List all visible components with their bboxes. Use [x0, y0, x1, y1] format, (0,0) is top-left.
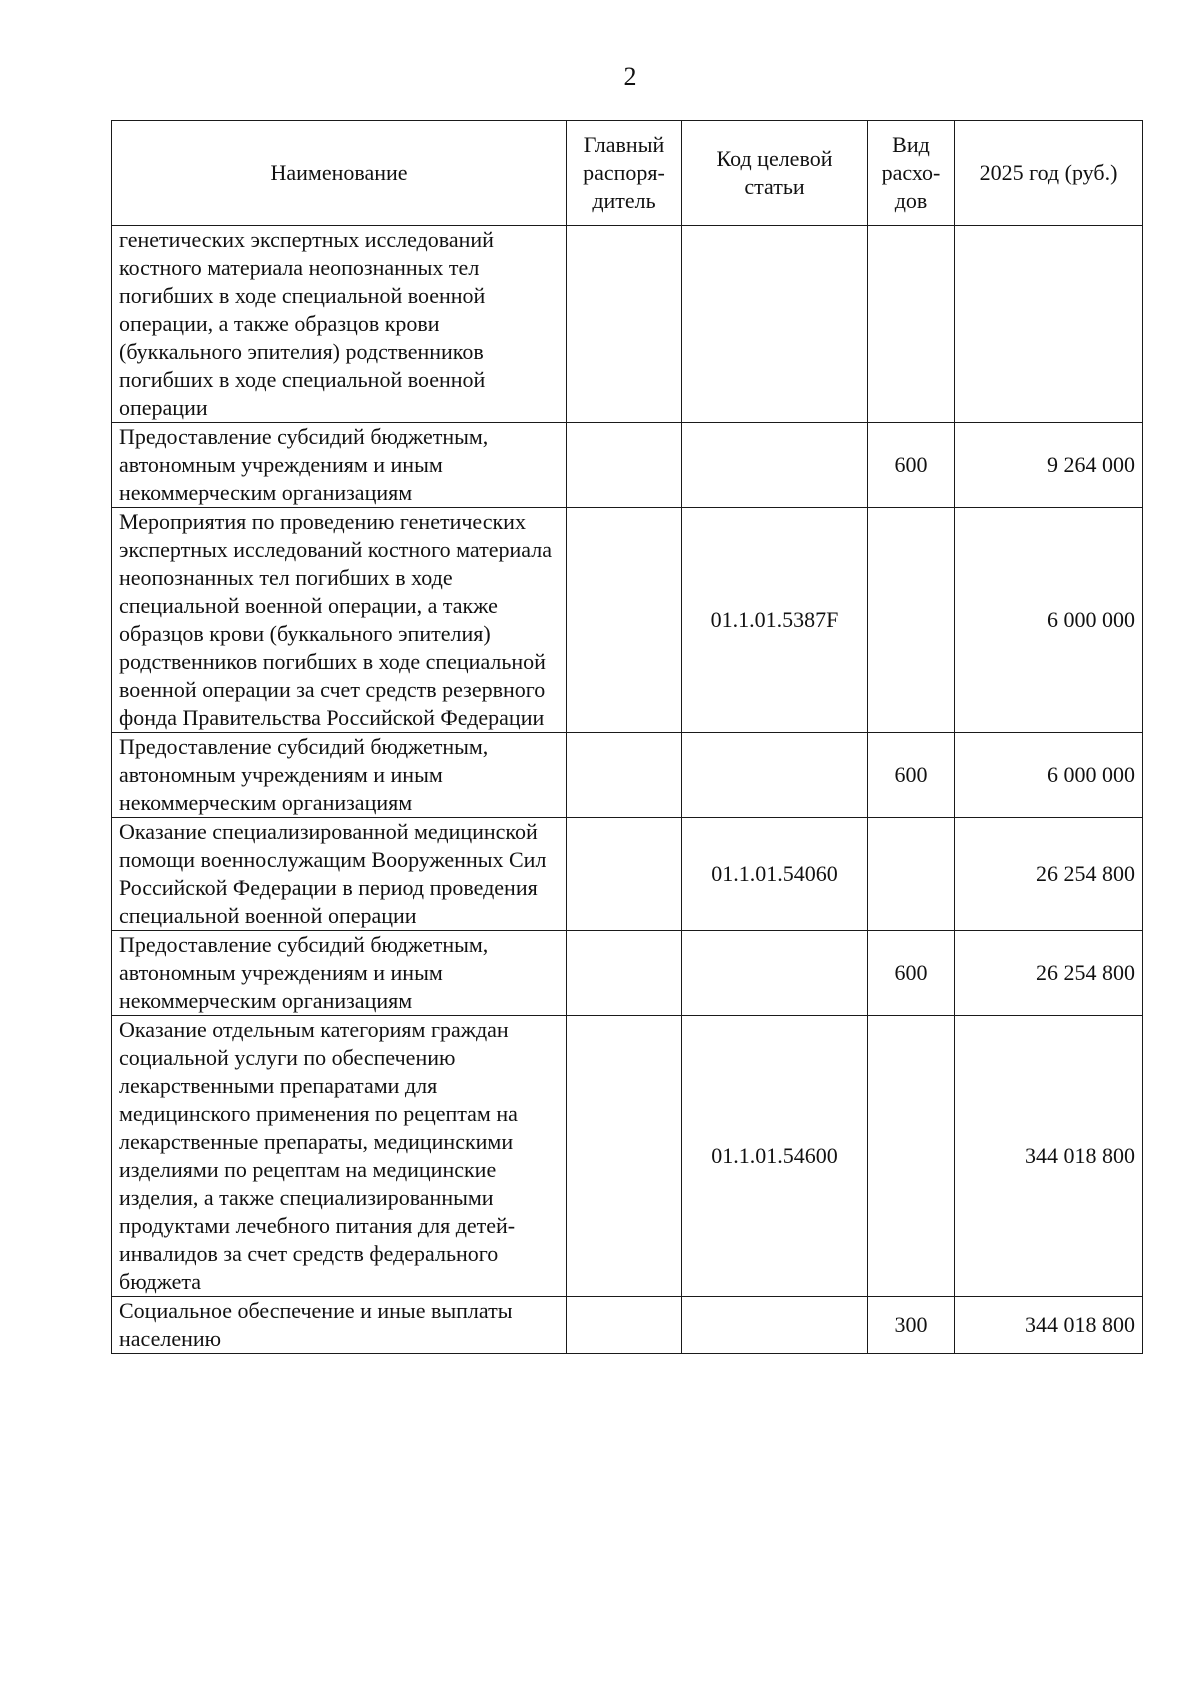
header-target-code: Код целевой статьи	[682, 121, 868, 226]
cell-manager	[567, 423, 682, 508]
cell-type: 600	[868, 423, 955, 508]
table-row	[112, 1016, 1143, 1297]
cell-code	[682, 931, 868, 1016]
header-name: Наименование	[112, 121, 567, 226]
cell-manager	[567, 508, 682, 733]
cell-name: генетических экспертных исследований костного материала неопознанных тел погибших в ходе специальной военной операции, а также образцов крови (буккального эпителия) родственников погибших в ходе специальной военной операции	[112, 226, 567, 423]
cell-type	[868, 508, 955, 733]
cell-code: 01.1.01.54060	[682, 818, 868, 931]
cell-amount: 9 264 000	[955, 423, 1143, 508]
cell-code	[682, 226, 868, 423]
cell-name: Предоставление субсидий бюджетным, автономным учреждениям и иным некоммерческим организациям	[112, 423, 567, 508]
cell-manager	[567, 226, 682, 423]
cell-amount: 344 018 800	[955, 1016, 1143, 1297]
budget-table	[111, 120, 1143, 1354]
cell-manager	[567, 931, 682, 1016]
cell-amount: 6 000 000	[955, 733, 1143, 818]
cell-manager	[567, 733, 682, 818]
cell-manager	[567, 818, 682, 931]
cell-name: Оказание специализированной медицинской помощи военнослужащим Вооруженных Сил Российской Федерации в период проведения специальной военной операции	[112, 818, 567, 931]
cell-code	[682, 733, 868, 818]
header-expense-type: Вид расхо-дов	[868, 121, 955, 226]
page-number: 2	[623, 62, 637, 91]
header-year-2025: 2025 год (руб.)	[955, 121, 1143, 226]
cell-type: 300	[868, 1297, 955, 1354]
table-row	[112, 733, 1143, 818]
cell-type: 600	[868, 931, 955, 1016]
table-row	[112, 818, 1143, 931]
table-row	[112, 1297, 1143, 1354]
cell-amount	[955, 226, 1143, 423]
table-header-row	[112, 121, 1143, 226]
cell-code	[682, 1297, 868, 1354]
cell-code: 01.1.01.54600	[682, 1016, 868, 1297]
table-row	[112, 508, 1143, 733]
cell-name: Мероприятия по проведению генетических экспертных исследований костного материала неопознанных тел погибших в ходе специальной военной операции, а также образцов крови (буккального эпителия) родственников погибших в ходе специальной военной операции за счет средств резервного фонда Правительства Российской Федерации	[112, 508, 567, 733]
cell-amount: 26 254 800	[955, 931, 1143, 1016]
cell-type: 600	[868, 733, 955, 818]
table-row	[112, 931, 1143, 1016]
table-row	[112, 423, 1143, 508]
cell-manager	[567, 1016, 682, 1297]
header-main-manager: Главный распоря-дитель	[567, 121, 682, 226]
cell-amount: 344 018 800	[955, 1297, 1143, 1354]
cell-type	[868, 226, 955, 423]
cell-name: Предоставление субсидий бюджетным, автономным учреждениям и иным некоммерческим организациям	[112, 931, 567, 1016]
cell-type	[868, 818, 955, 931]
cell-amount: 26 254 800	[955, 818, 1143, 931]
cell-manager	[567, 1297, 682, 1354]
cell-name: Оказание отдельным категориям граждан социальной услуги по обеспечению лекарственными препаратами для медицинского применения по рецептам на лекарственные препараты, медицинскими изделиями по рецептам на медицинские изделия, а также специализированными продуктами лечебного питания для детей-инвалидов за счет средств федерального бюджета	[112, 1016, 567, 1297]
cell-name: Социальное обеспечение и иные выплаты населению	[112, 1297, 567, 1354]
cell-name: Предоставление субсидий бюджетным, автономным учреждениям и иным некоммерческим организациям	[112, 733, 567, 818]
cell-amount: 6 000 000	[955, 508, 1143, 733]
cell-type	[868, 1016, 955, 1297]
cell-code	[682, 423, 868, 508]
table-row	[112, 226, 1143, 423]
cell-code: 01.1.01.5387F	[682, 508, 868, 733]
